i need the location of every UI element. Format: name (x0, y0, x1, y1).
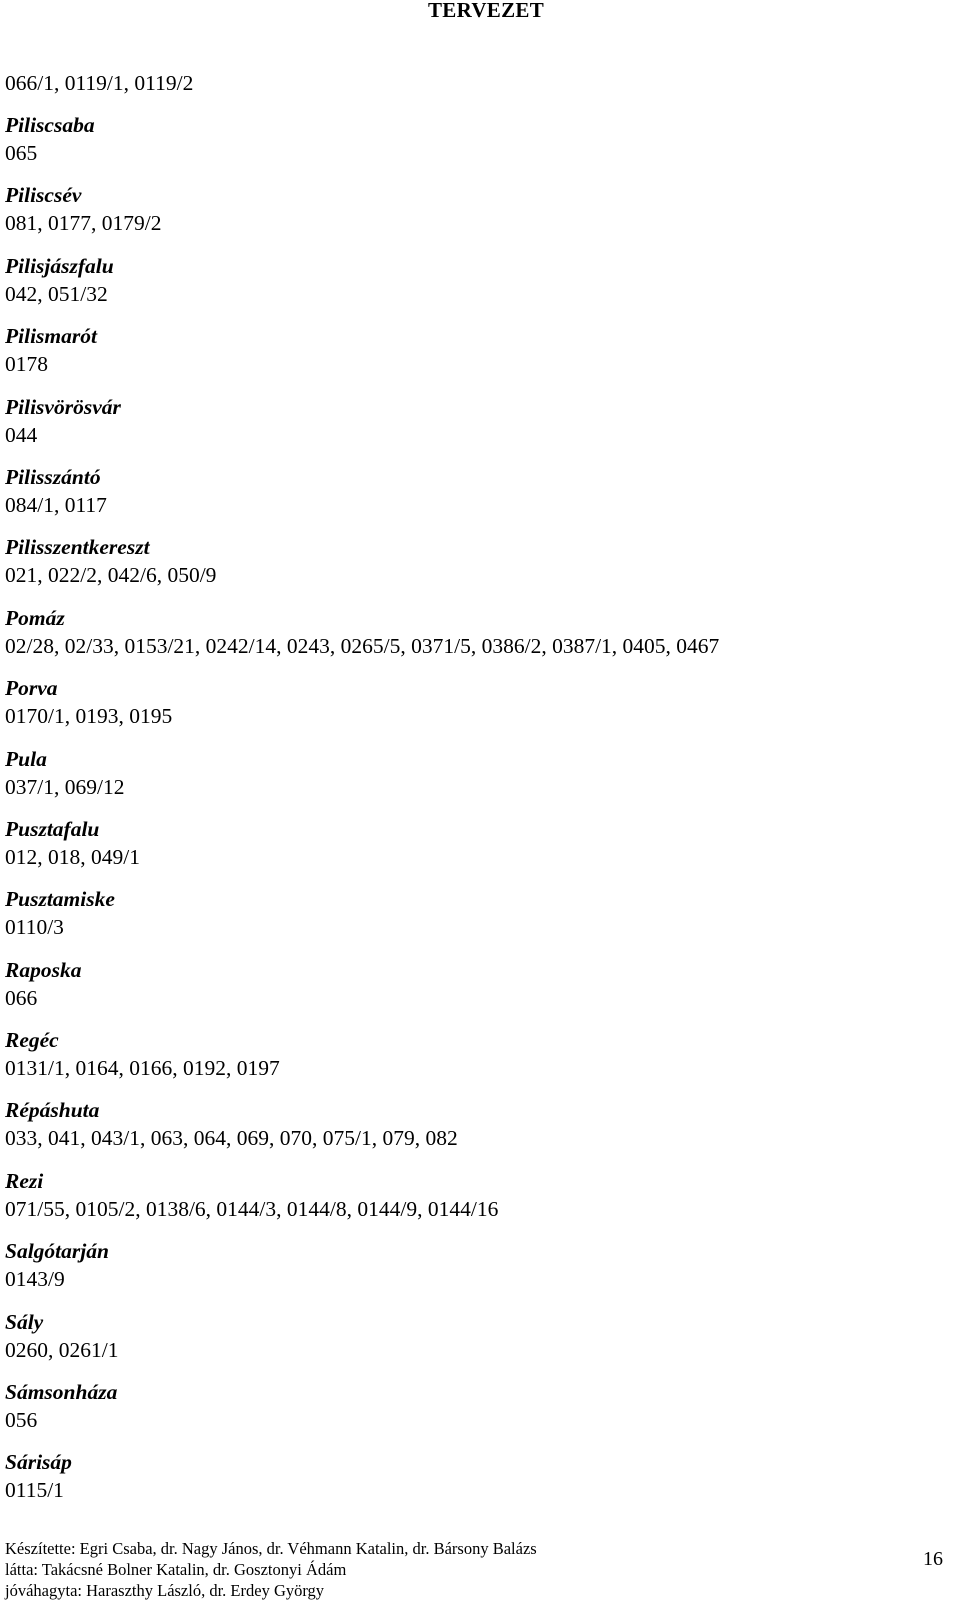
lead-parcel-entry (5, 69, 945, 111)
settlement-name: Raposka (5, 957, 82, 982)
settlement-entry-salgotarjan (5, 1237, 945, 1307)
settlement-name: Pilisszántó (5, 464, 101, 489)
document-status-title: TERVEZET (428, 0, 545, 22)
settlement-name: Pusztamiske (5, 887, 115, 912)
parcel-numbers: 065 (5, 141, 38, 165)
settlement-entry-raposka (5, 956, 945, 1026)
settlement-name: Rezi (5, 1168, 44, 1193)
parcel-numbers: 0131/1, 0164, 0166, 0192, 0197 (5, 1056, 280, 1081)
settlement-name: Piliscsaba (5, 113, 95, 137)
parcel-numbers: 066 (5, 985, 38, 1010)
parcel-numbers: 033, 041, 043/1, 063, 064, 069, 070, 075/1, 079, 082 (5, 1126, 458, 1151)
settlement-entry-pula (5, 745, 945, 815)
settlement-name: Répáshuta (5, 1098, 100, 1123)
parcel-numbers: 02/28, 02/33, 0153/21, 0242/14, 0243, 0265/5, 0371/5, 0386/2, 0387/1, 0405, 0467 (5, 633, 720, 658)
page-number: 16 (923, 1548, 943, 1570)
settlement-entry-pilisjaszfalu (5, 252, 945, 322)
settlement-entry-pilisvorosvar (5, 393, 945, 463)
parcel-numbers: 0110/3 (5, 915, 64, 940)
settlement-entry-repashuta (5, 1096, 945, 1166)
settlement-entry-pusztamiske (5, 885, 945, 955)
parcel-numbers: 056 (5, 1408, 38, 1433)
parcel-numbers: 066/1, 0119/1, 0119/2 (5, 71, 194, 95)
settlement-name: Sárisáp (5, 1450, 72, 1475)
page-footer (5, 1538, 945, 1602)
prepared-by-line: Készítette: Egri Csaba, dr. Nagy János, dr. Véhmann Katalin, dr. Bársony Balázs (5, 1539, 537, 1558)
settlement-name: Pilisszentkereszt (5, 535, 150, 560)
parcel-numbers: 0143/9 (5, 1267, 65, 1292)
settlement-name: Pilismarót (5, 324, 97, 349)
settlement-entry-porva (5, 674, 945, 744)
settlement-entry-pomaz (5, 604, 945, 674)
settlement-name: Porva (5, 676, 58, 701)
approved-by-line: jóváhagyta: Haraszthy László, dr. Erdey György (5, 1581, 325, 1600)
settlement-name: Pula (5, 746, 47, 771)
settlement-entry-sarisap (5, 1448, 945, 1518)
settlement-name: Salgótarján (5, 1239, 109, 1264)
settlement-entry-rezi (5, 1167, 945, 1237)
settlement-entry-samsonhaza (5, 1378, 945, 1448)
parcel-numbers: 0115/1 (5, 1478, 64, 1503)
parcel-numbers: 044 (5, 422, 38, 447)
settlement-name: Regéc (5, 1028, 59, 1053)
settlement-name: Pilisvörösvár (5, 394, 121, 419)
settlement-entry-piliscsaba (5, 111, 945, 181)
settlement-name: Sály (5, 1309, 44, 1334)
settlement-entry-pilismarot (5, 322, 945, 392)
settlement-entry-pusztafalu (5, 815, 945, 885)
parcel-numbers: 021, 022/2, 042/6, 050/9 (5, 563, 217, 588)
parcel-numbers: 042, 051/32 (5, 281, 108, 306)
settlement-name: Pusztafalu (5, 816, 100, 841)
settlement-name: Pilisjászfalu (5, 253, 114, 278)
parcel-numbers: 0260, 0261/1 (5, 1337, 119, 1362)
page-header (0, 0, 960, 26)
settlement-name: Piliscsév (5, 183, 82, 208)
settlement-parcel-list (5, 69, 945, 1519)
parcel-numbers: 0178 (5, 352, 48, 377)
settlement-entry-pilisszentkereszt (5, 533, 945, 603)
settlement-name: Pomáz (5, 605, 65, 630)
parcel-numbers: 0170/1, 0193, 0195 (5, 704, 173, 729)
settlement-entry-pilisszanto (5, 463, 945, 533)
settlement-entry-regec (5, 1026, 945, 1096)
parcel-numbers: 037/1, 069/12 (5, 774, 125, 799)
parcel-numbers: 084/1, 0117 (5, 492, 107, 517)
parcel-numbers: 081, 0177, 0179/2 (5, 211, 162, 236)
settlement-name: Sámsonháza (5, 1380, 118, 1405)
parcel-numbers: 071/55, 0105/2, 0138/6, 0144/3, 0144/8, 0144/9, 0144/16 (5, 1196, 499, 1221)
parcel-numbers: 012, 018, 049/1 (5, 844, 140, 869)
settlement-entry-piliscsev (5, 181, 945, 251)
reviewed-by-line: látta: Takácsné Bolner Katalin, dr. Gosztonyi Ádám (5, 1560, 347, 1579)
settlement-entry-saly (5, 1308, 945, 1378)
